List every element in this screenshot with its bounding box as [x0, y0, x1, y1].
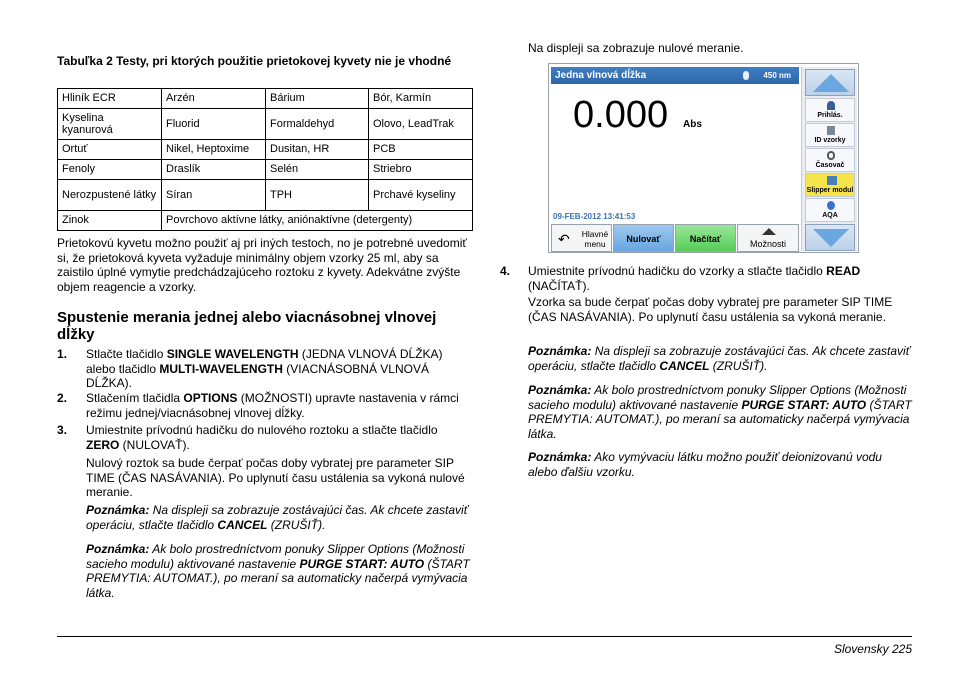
step-number: 3.	[57, 423, 68, 437]
timer-icon	[827, 151, 835, 160]
step-2-text: Stlačením tlačidla OPTIONS (MOŽNOSTI) upravte nastavenia v rámci režimu jednej/viacnásobnej vlnovej dĺžky.	[86, 391, 459, 420]
table-cell: Bárium	[266, 89, 369, 109]
table-cell: PCB	[369, 140, 473, 160]
section-heading: Spustenie merania jednej alebo viacnásobnej vlnovej dĺžky	[57, 309, 437, 343]
table-cell: Bór, Karmín	[369, 89, 473, 109]
datetime-label: 09-FEB-2012 13:41:53	[553, 212, 636, 221]
zero-button[interactable]: Nulovať	[613, 224, 674, 252]
table-cell: Fenoly	[58, 160, 162, 180]
table-cell: Fluorid	[162, 109, 266, 140]
display-title: Jedna vlnová dĺžka	[555, 70, 647, 81]
footer-divider	[57, 636, 912, 637]
step-3-text: Umiestnite prívodnú hadičku do nulového roztoku a stlačte tlačidlo ZERO (NULOVAŤ).	[86, 423, 438, 452]
display-caption: Na displeji sa zobrazuje nulové meranie.	[528, 41, 744, 55]
read-button[interactable]: Načítať	[675, 224, 736, 252]
arrow-up-icon	[813, 74, 849, 92]
aqa-button[interactable]: AQA	[805, 198, 855, 222]
table-row	[58, 211, 473, 231]
table-cell: Formaldehyd	[266, 109, 369, 140]
table-row	[58, 109, 473, 140]
step-number: 2.	[57, 391, 68, 405]
lamp-icon	[743, 71, 749, 80]
note: Poznámka: Na displeji sa zobrazuje zostávajúci čas. Ak chcete zastaviť operáciu, stlačte tlačidlo CANCEL (ZRUŠIŤ).	[86, 503, 468, 532]
step-number: 1.	[57, 347, 68, 361]
table-cell: TPH	[266, 180, 369, 211]
note: Poznámka: Ak bolo prostredníctvom ponuky Slipper Options (Možnosti sacieho modulu) aktivované nastavenie PURGE START: AUTO (ŠTART PREMYTIA: AUTOMAT.), po meraní sa automaticky načerpá vymývacia látka.	[86, 542, 470, 600]
tests-table	[57, 88, 473, 231]
aqa-icon	[827, 201, 835, 210]
table-row	[58, 89, 473, 109]
bottom-toolbar	[551, 224, 799, 252]
scroll-up-button[interactable]	[805, 69, 855, 96]
table-cell: Arzén	[162, 89, 266, 109]
scroll-down-button[interactable]	[805, 224, 855, 251]
step-4-text: Umiestnite prívodnú hadičku do vzorky a stlačte tlačidlo READ (NAČÍTAŤ).	[528, 264, 861, 293]
vial-icon	[827, 126, 835, 135]
arrow-down-icon	[813, 229, 849, 247]
note: Poznámka: Na displeji sa zobrazuje zostávajúci čas. Ak chcete zastaviť operáciu, stlačte tlačidlo CANCEL (ZRUŠIŤ).	[528, 344, 910, 373]
main-menu-button[interactable]: ↶ Hlavné menu	[551, 224, 612, 252]
table-cell: Olovo, LeadTrak	[369, 109, 473, 140]
options-icon	[762, 228, 776, 235]
table-cell: Nikel, Heptoxime	[162, 140, 266, 160]
table-cell: Nerozpustené látky	[58, 180, 162, 211]
table-cell: Striebro	[369, 160, 473, 180]
note: Poznámka: Ako vymývaciu látku možno použiť deionizovanú vodu alebo ďalšiu vzorku.	[528, 450, 882, 479]
step-3-detail: Nulový roztok sa bude čerpať počas doby vybratej pre parameter SIP TIME (ČAS NASÁVANIA). Po uplynutí času ustálenia sa vykoná nulové meranie.	[86, 456, 465, 499]
table-cell: Ortuť	[58, 140, 162, 160]
intro-paragraph: Prietokovú kyvetu možno použiť aj pri iných testoch, no je potrebné uvedomiť si, že prietoková kyveta vyžaduje minimálny objem vzorky 25 ml, aby sa zaistilo úplné vymytie predchádzajúceho roztoku z kyvety. Adekvátne zvýšte objem reagencie a vzorky.	[57, 236, 467, 294]
table-cell: Povrchovo aktívne látky, aniónaktívne (detergenty)	[162, 211, 473, 231]
login-button[interactable]: Prihlás.	[805, 98, 855, 122]
page-footer: Slovensky 225	[833, 642, 912, 656]
timer-button[interactable]: Časovač	[805, 148, 855, 172]
measurement-unit: Abs	[683, 119, 702, 130]
back-arrow-icon: ↶	[558, 231, 570, 247]
sipper-module-button[interactable]: Slipper modul	[805, 173, 855, 197]
note: Poznámka: Ak bolo prostredníctvom ponuky Slipper Options (Možnosti sacieho modulu) aktivované nastavenie PURGE START: AUTO (ŠTART PREMYTIA: AUTOMAT.), po meraní sa automaticky načerpá vymývacia látka.	[528, 383, 912, 441]
wavelength-label: 450 nm	[763, 71, 791, 80]
instrument-display	[548, 63, 859, 253]
step-number: 4.	[500, 264, 511, 278]
measurement-value: 0.000	[573, 94, 669, 136]
table-row	[58, 160, 473, 180]
table-cell: Dusitan, HR	[266, 140, 369, 160]
table-cell: Zinok	[58, 211, 162, 231]
step-1-text: Stlačte tlačidlo SINGLE WAVELENGTH (JEDNA VLNOVÁ DĹŽKA) alebo tlačidlo MULTI-WAVELENGTH (VIACNÁSOBNÁ VLNOVÁ DĹŽKA).	[86, 347, 443, 390]
options-button[interactable]: Možnosti	[737, 224, 799, 252]
table-cell: Hliník ECR	[58, 89, 162, 109]
table-cell: Draslík	[162, 160, 266, 180]
step-4-detail: Vzorka sa bude čerpať počas doby vybratej pre parameter SIP TIME (ČAS NASÁVANIA). Po uplynutí času ustálenia sa vykoná meranie.	[528, 295, 893, 324]
side-menu	[801, 67, 857, 251]
table-cell: Kyselina kyanurová	[58, 109, 162, 140]
table-row	[58, 180, 473, 211]
sipper-icon	[827, 176, 837, 185]
sample-id-button[interactable]: ID vzorky	[805, 123, 855, 147]
table-cell: Prchavé kyseliny	[369, 180, 473, 211]
table-caption: Tabuľka 2 Testy, pri ktorých použitie prietokovej kyvety nie je vhodné	[57, 54, 452, 68]
table-row	[58, 140, 473, 160]
display-header	[551, 67, 799, 84]
table-cell: Síran	[162, 180, 266, 211]
user-icon	[827, 101, 835, 110]
table-cell: Selén	[266, 160, 369, 180]
